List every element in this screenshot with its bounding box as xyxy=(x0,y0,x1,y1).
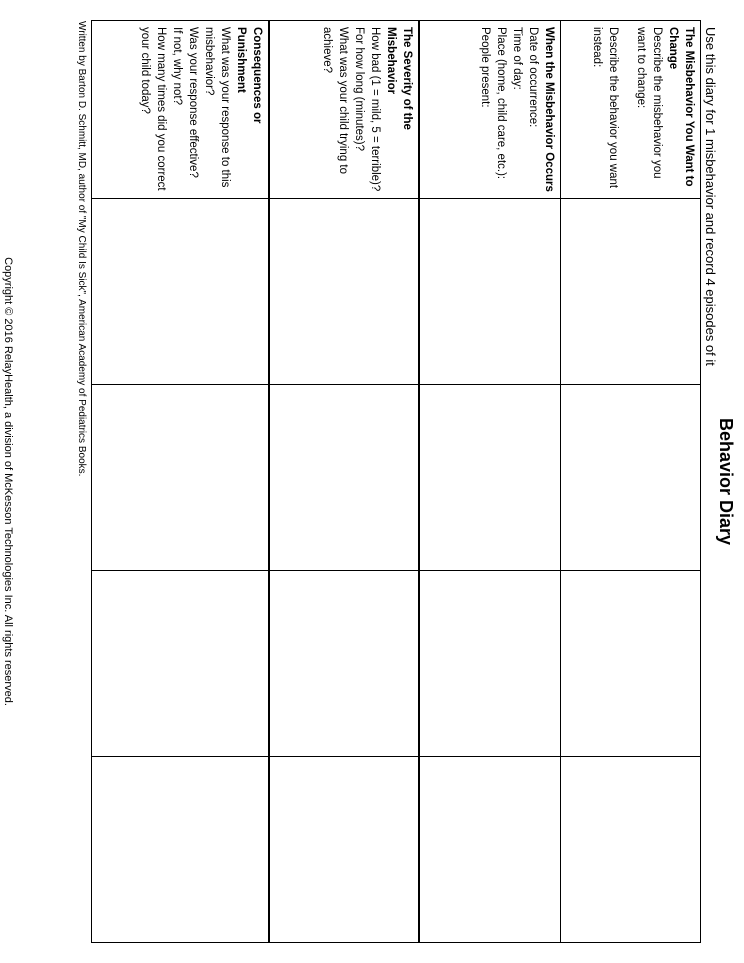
section-label-occurs xyxy=(419,21,561,199)
copyright-text: Copyright © 2016 RelayHealth, a division of McKesson Technologies Inc. All rights reserved. xyxy=(2,257,14,706)
entry-cell[interactable] xyxy=(419,199,561,385)
section-line: Time of day: xyxy=(511,27,524,90)
section-line: For how long (minutes)? xyxy=(352,27,365,151)
section-label-severity xyxy=(269,21,419,199)
section-heading: The Misbehavior You Want to Change xyxy=(667,27,695,187)
diary-table xyxy=(91,20,701,943)
section-heading: The Severity of the Misbehavior xyxy=(384,27,413,130)
entry-cell[interactable] xyxy=(419,571,561,757)
section-line: If not, why not? xyxy=(170,27,183,105)
table-row xyxy=(561,21,701,943)
section-line: Was your response effective? xyxy=(186,27,199,178)
entry-cell[interactable] xyxy=(419,385,561,571)
section-line: What was your response to this misbehavior? xyxy=(202,27,231,188)
section-line: What was your child trying to achieve? xyxy=(320,27,349,175)
entry-cell[interactable] xyxy=(561,757,701,943)
section-heading: Consequences or Punishment xyxy=(234,27,263,124)
section-line: Describe the behavior you want instead: xyxy=(591,27,619,189)
entry-cell[interactable] xyxy=(269,757,419,943)
intro-text: Use this diary for 1 misbehavior and record 4 episodes of it xyxy=(703,27,718,366)
table-row xyxy=(92,21,269,943)
section-line: Place (home, child care, etc.): xyxy=(495,27,508,180)
entry-cell[interactable] xyxy=(561,571,701,757)
section-line: How bad (1 = mild, 5 = terrible)? xyxy=(368,27,381,192)
table-row xyxy=(269,21,419,943)
section-line: Describe the misbehavior you want to change: xyxy=(635,27,663,179)
section-line: Date of occurrence: xyxy=(527,27,540,128)
entry-cell[interactable] xyxy=(269,571,419,757)
entry-cell[interactable] xyxy=(92,757,269,943)
table-row xyxy=(419,21,561,943)
section-label-misbehavior xyxy=(561,21,701,199)
section-label-consequences xyxy=(92,21,269,199)
page-title: Behavior Diary xyxy=(716,417,736,546)
entry-cell[interactable] xyxy=(269,385,419,571)
entry-cell[interactable] xyxy=(269,199,419,385)
section-line: How many times did you correct your child today? xyxy=(138,27,167,191)
section-heading: When the Misbehavior Occurs xyxy=(543,27,556,192)
entry-cell[interactable] xyxy=(92,385,269,571)
entry-cell[interactable] xyxy=(419,757,561,943)
author-credit: Written by Barton D. Schmitt, MD, author of "My Child Is Sick", American Academy of Pediatrics Books. xyxy=(76,21,87,477)
entry-cell[interactable] xyxy=(92,199,269,385)
entry-cell[interactable] xyxy=(561,199,701,385)
entry-cell[interactable] xyxy=(561,385,701,571)
entry-cell[interactable] xyxy=(92,571,269,757)
section-line: People present: xyxy=(479,27,492,108)
